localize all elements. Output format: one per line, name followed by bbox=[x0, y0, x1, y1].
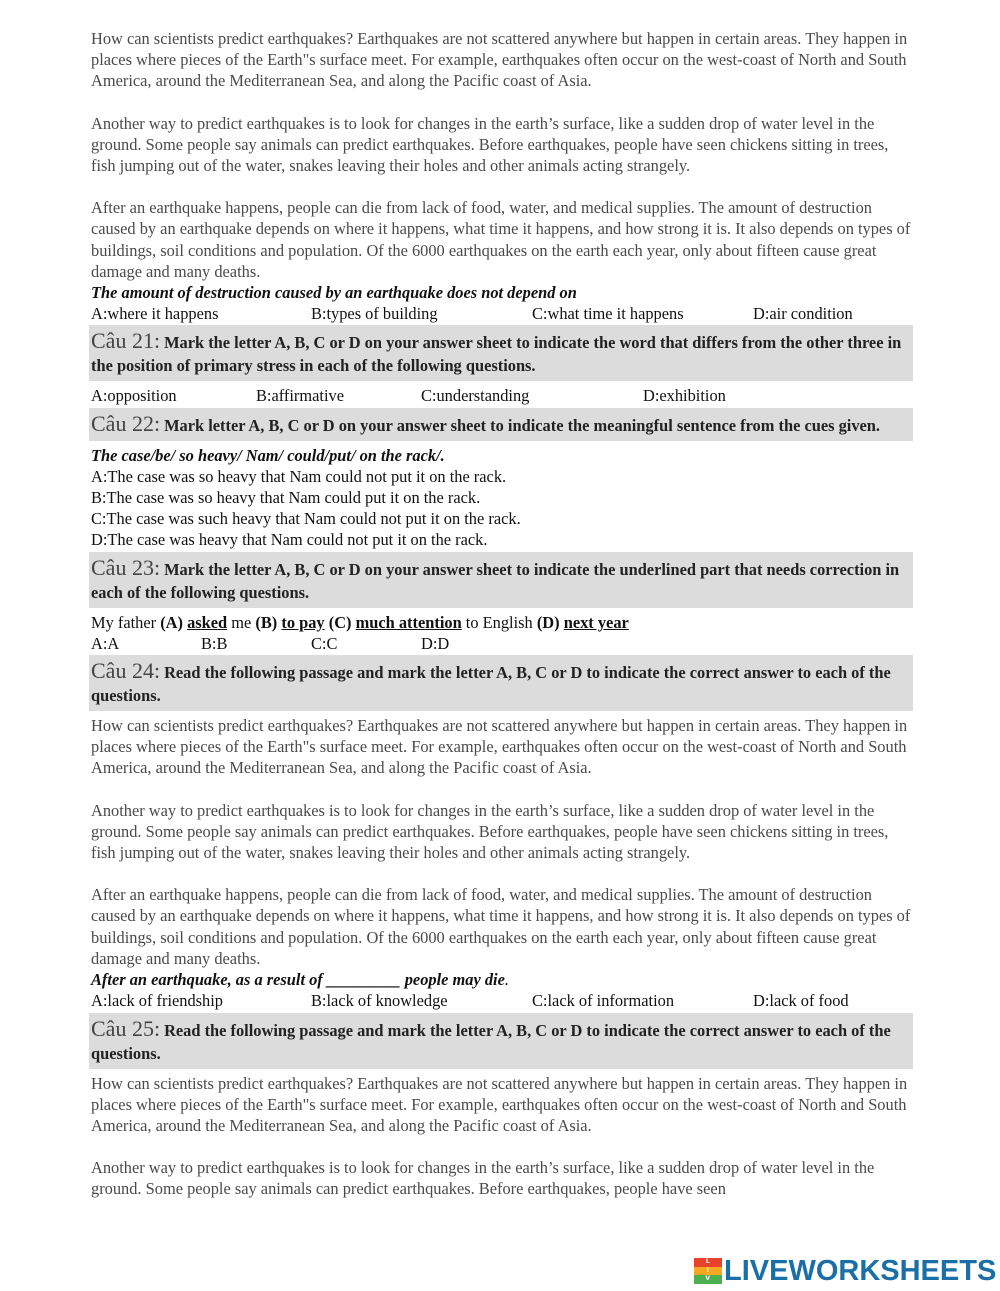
option-d[interactable]: D:lack of food bbox=[753, 991, 849, 1011]
question-prompt bbox=[91, 969, 913, 990]
question-cue: The case/be/ so heavy/ Nam/ could/put/ on the rack/. bbox=[91, 445, 445, 465]
option-d[interactable]: D:The case was heavy that Nam could not put it on the rack. bbox=[91, 530, 488, 550]
question-instruction: Mark letter A, B, C or D on your answer sheet to indicate the meaningful sentence from the cues given. bbox=[164, 415, 881, 435]
part-label-a: (A) bbox=[160, 612, 183, 632]
question-number: Câu 24: bbox=[91, 658, 161, 684]
question-header-22 bbox=[89, 408, 913, 441]
underlined-part-b: to pay bbox=[281, 612, 325, 632]
option-a[interactable]: A:where it happens bbox=[91, 304, 219, 324]
sentence-text: to English bbox=[461, 612, 537, 632]
option-c[interactable]: C:understanding bbox=[421, 386, 530, 406]
option-d[interactable]: D:D bbox=[421, 633, 450, 653]
question-instruction: Mark the letter A, B, C or D on your answer sheet to indicate the word that differs from the other three in the position of primary stress in each of the following questions. bbox=[91, 333, 902, 376]
option-a[interactable]: A:opposition bbox=[91, 386, 177, 406]
part-label-d: (D) bbox=[536, 612, 560, 632]
question-period: . bbox=[504, 970, 509, 990]
question-header-21 bbox=[89, 325, 913, 381]
option-d[interactable]: D:exhibition bbox=[643, 386, 726, 406]
passage-paragraph: How can scientists predict earthquakes? Earthquakes are not scattered anywhere but happen in certain areas. They happen in places where pieces of the Earth"s surface meet. For example, earthquakes often occur on the west-coast of North and South America, around the Mediterranean Sea, and along the Pacific coast of Asia. bbox=[91, 29, 908, 91]
passage-paragraph: After an earthquake happens, people can die from lack of food, water, and medical supplies. The amount of destruction caused by an earthquake depends on where it happens, what time it happens, and how strong it is. It also depends on types of buildings, soil conditions and population. Of the 6000 earthquakes on the earth each year, only about fifteen cause great damage and many deaths. bbox=[91, 198, 911, 281]
option-d[interactable]: D:air condition bbox=[753, 304, 853, 324]
passage-paragraph: After an earthquake happens, people can die from lack of food, water, and medical supplies. The amount of destruction caused by an earthquake depends on where it happens, what time it happens, and how strong it is. It also depends on types of buildings, soil conditions and population. Of the 6000 earthquakes on the earth each year, only about fifteen cause great damage and many deaths. bbox=[91, 885, 911, 968]
sentence-text: me bbox=[227, 612, 256, 632]
answer-options bbox=[91, 633, 913, 654]
option-c[interactable]: C:The case was such heavy that Nam could not put it on the rack. bbox=[91, 509, 521, 529]
question-instruction: Read the following passage and mark the letter A, B, C or D to indicate the correct answer to each of the questions. bbox=[91, 663, 891, 706]
logo-mark-letter: I bbox=[694, 1267, 722, 1276]
underlined-part-c: much attention bbox=[355, 612, 462, 632]
question-header-25 bbox=[89, 1013, 913, 1069]
option-c[interactable]: C:what time it happens bbox=[532, 304, 684, 324]
underlined-part-d: next year bbox=[563, 612, 629, 632]
option-b[interactable]: B:types of building bbox=[311, 304, 438, 324]
answer-options bbox=[91, 303, 913, 324]
question-header-24 bbox=[89, 655, 913, 711]
question-number: Câu 23: bbox=[91, 554, 161, 580]
question-number: Câu 21: bbox=[91, 328, 161, 354]
option-b[interactable]: B:affirmative bbox=[256, 386, 344, 406]
option-c[interactable]: C:lack of information bbox=[532, 991, 675, 1011]
passage-paragraph: Another way to predict earthquakes is to look for changes in the earth’s surface, like a sudden drop of water level in the ground. Some people say animals can predict earthquakes. Before earthquakes, people have seen bbox=[91, 1158, 875, 1199]
option-b[interactable]: B:lack of knowledge bbox=[311, 991, 448, 1011]
logo-mark-letter: V bbox=[694, 1275, 722, 1284]
error-sentence bbox=[91, 612, 913, 633]
answer-options bbox=[91, 385, 913, 406]
sentence-text: My father bbox=[91, 612, 161, 632]
question-header-23 bbox=[89, 552, 913, 608]
option-a[interactable]: A:A bbox=[91, 633, 120, 653]
option-a[interactable]: A:The case was so heavy that Nam could not put it on the rack. bbox=[91, 466, 507, 486]
answer-options bbox=[91, 990, 913, 1011]
question-instruction: Mark the letter A, B, C or D on your answer sheet to indicate the underlined part that needs correction in each of the following questions. bbox=[91, 559, 900, 602]
liveworksheets-logo[interactable] bbox=[694, 1256, 996, 1286]
logo-text: LIVEWORKSHEETS bbox=[724, 1254, 997, 1287]
passage-paragraph: Another way to predict earthquakes is to look for changes in the earth’s surface, like a sudden drop of water level in the ground. Some people say animals can predict earthquakes. Before earthquakes, people have seen chickens sitting in trees, fish jumping out of the water, snakes leaving their holes and other animals acting strangely. bbox=[91, 800, 889, 863]
question-prompt: The amount of destruction caused by an earthquake does not depend on bbox=[91, 283, 577, 303]
question-number: Câu 22: bbox=[91, 410, 161, 436]
question-instruction: Read the following passage and mark the letter A, B, C or D to indicate the correct answer to each of the questions. bbox=[91, 1020, 891, 1063]
option-a[interactable]: A:lack of friendship bbox=[91, 991, 223, 1011]
passage-paragraph: Another way to predict earthquakes is to look for changes in the earth’s surface, like a sudden drop of water level in the ground. Some people say animals can predict earthquakes. Before earthquakes, people have seen chickens sitting in trees, fish jumping out of the water, snakes leaving their holes and other animals acting strangely. bbox=[91, 113, 889, 176]
option-c[interactable]: C:C bbox=[311, 633, 338, 653]
underlined-part-a: asked bbox=[187, 612, 228, 632]
option-b[interactable]: B:B bbox=[201, 633, 228, 653]
question-text: After an earthquake, as a result of _________ people may die bbox=[91, 970, 505, 990]
passage-paragraph: How can scientists predict earthquakes? Earthquakes are not scattered anywhere but happen in certain areas. They happen in places where pieces of the Earth"s surface meet. For example, earthquakes often occur on the west-coast of North and South America, around the Mediterranean Sea, and along the Pacific coast of Asia. bbox=[91, 1073, 908, 1135]
part-label-b: (B) bbox=[255, 612, 278, 632]
part-label-c: (C) bbox=[328, 612, 352, 632]
passage-paragraph: How can scientists predict earthquakes? Earthquakes are not scattered anywhere but happen in certain areas. They happen in places where pieces of the Earth"s surface meet. For example, earthquakes often occur on the west-coast of North and South America, around the Mediterranean Sea, and along the Pacific coast of Asia. bbox=[91, 716, 908, 778]
option-b[interactable]: B:The case was so heavy that Nam could put it on the rack. bbox=[91, 488, 481, 508]
question-number: Câu 25: bbox=[91, 1015, 161, 1041]
worksheet-page bbox=[91, 28, 913, 1200]
logo-mark-icon bbox=[694, 1258, 722, 1284]
logo-mark-letter: L bbox=[694, 1258, 722, 1267]
